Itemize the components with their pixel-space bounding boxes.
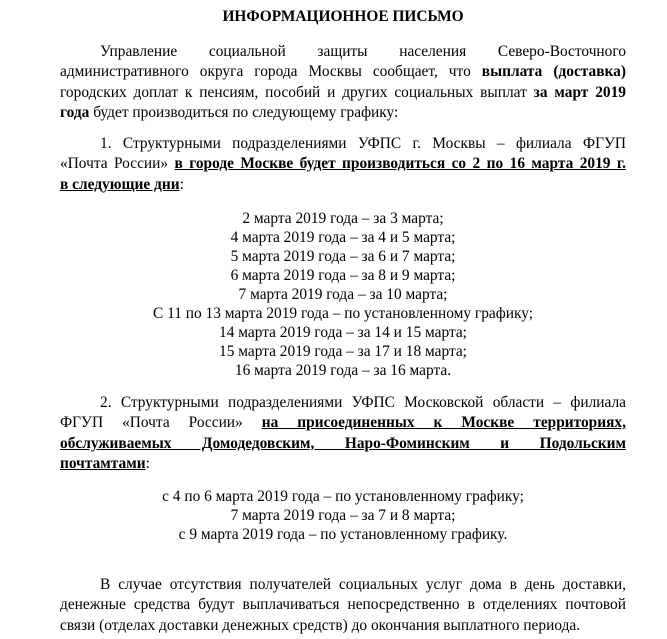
schedule-2-item: 7 марта 2019 года – за 7 и 8 марта; bbox=[230, 507, 456, 524]
intro-text: административного округа города Москвы сообщает, что bbox=[60, 63, 482, 81]
schedule-1-item: 15 марта 2019 года – за 17 и 18 марта; bbox=[219, 343, 467, 360]
intro-line-1: Управление социальной защиты населения Северо-Восточного bbox=[100, 43, 626, 60]
section-2-line-2 bbox=[60, 413, 626, 433]
section-2-line-3: обслуживаемых Домодедовским, Наро-Фоминским и Подольским bbox=[60, 434, 626, 452]
schedule-1-item: С 11 по 13 марта 2019 года – по установленному графику; bbox=[153, 305, 533, 322]
payment-delivery-emphasis: выплата (доставка) bbox=[481, 63, 626, 81]
section-1-text: «Почта России» bbox=[60, 155, 175, 173]
section-1-paragraph bbox=[60, 134, 626, 195]
period-emphasis-year: года bbox=[60, 103, 90, 121]
period-emphasis: за март 2019 bbox=[533, 83, 626, 101]
intro-line-4 bbox=[60, 103, 626, 123]
schedule-1-item: 6 марта 2019 года – за 8 и 9 марта; bbox=[230, 267, 456, 284]
schedule-1-item: 5 марта 2019 года – за 6 и 7 марта; bbox=[230, 248, 456, 265]
closing-line-2: денежные средства будут выплачиваться непосредственно в отделениях почтовой bbox=[60, 596, 626, 614]
schedule-2-item: с 9 марта 2019 года – по установленному графику. bbox=[178, 526, 508, 543]
closing-line-3: связи (отделах доставки денежных средств) до окончания выплатного периода. bbox=[60, 616, 581, 634]
moscow-period-emphasis: в городе Москве будет производиться со 2 по 16 марта 2019 г. bbox=[174, 155, 626, 173]
schedule-1-item: 4 марта 2019 года – за 4 и 5 марта; bbox=[230, 229, 456, 246]
section-1-line-2 bbox=[60, 154, 626, 174]
section-2-line-4 bbox=[60, 454, 626, 474]
schedule-1-item: 14 марта 2019 года – за 14 и 15 марта; bbox=[219, 324, 467, 341]
closing-line-1: В случае отсутствия получателей социальных услуг дома в день доставки, bbox=[100, 576, 626, 593]
post-offices-emphasis: почтамтами bbox=[60, 454, 146, 472]
colon: : bbox=[145, 454, 150, 472]
schedule-1-item: 7 марта 2019 года – за 10 марта; bbox=[238, 286, 448, 303]
intro-line-2 bbox=[60, 62, 626, 82]
section-2-line-1: 2. Структурными подразделениями УФПС Московской области – филиала bbox=[100, 394, 626, 411]
section-1-line-1: 1. Структурными подразделениями УФПС г. Москвы – филиала ФГУП bbox=[100, 135, 626, 152]
territories-emphasis: на присоединенных к Москве территориях, bbox=[261, 414, 626, 432]
intro-line-3 bbox=[60, 83, 626, 103]
schedule-2-item: с 4 по 6 марта 2019 года – по установленному графику; bbox=[162, 488, 524, 505]
intro-text: городских доплат к пенсиям, пособий и других социальных выплат bbox=[60, 83, 534, 101]
section-2-paragraph bbox=[60, 393, 626, 474]
intro-paragraph bbox=[60, 42, 626, 123]
intro-text: будет производиться по следующему графику: bbox=[89, 103, 399, 121]
closing-paragraph bbox=[60, 575, 626, 636]
following-days-emphasis: в следующие дни bbox=[60, 175, 180, 193]
schedule-2-list bbox=[60, 487, 626, 544]
document-title: ИНФОРМАЦИОННОЕ ПИСЬМО bbox=[222, 8, 464, 25]
schedule-1-item: 2 марта 2019 года – за 3 марта; bbox=[242, 210, 444, 227]
schedule-1-item: 16 марта 2019 года – за 16 марта. bbox=[234, 362, 452, 379]
schedule-1-list bbox=[60, 209, 626, 380]
section-2-text: ФГУП «Почта России» bbox=[60, 414, 262, 432]
colon: : bbox=[179, 175, 184, 193]
section-1-line-3 bbox=[60, 175, 626, 195]
